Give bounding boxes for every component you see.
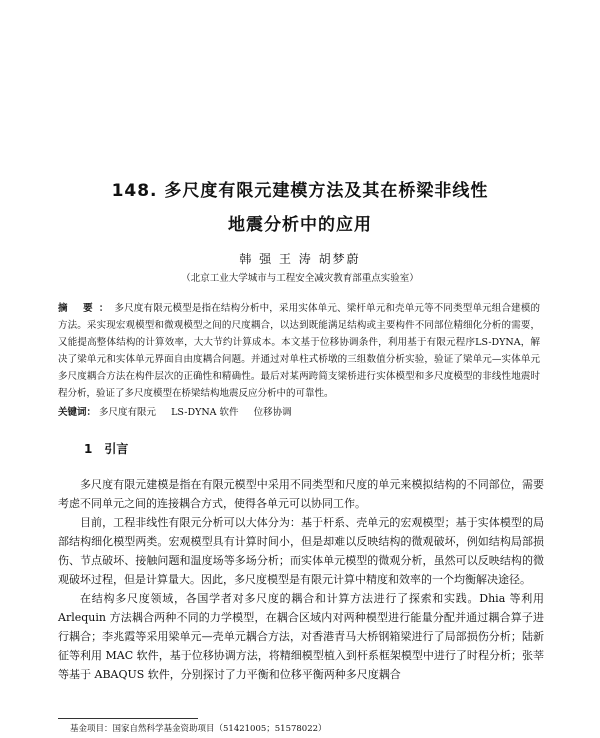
affiliation: （北京工业大学城市与工程安全减灾教育部重点实验室）: [181, 273, 419, 284]
keyword: LS-DYNA 软件: [171, 407, 239, 418]
keywords: [58, 404, 540, 421]
paragraph: 多尺度有限元建模是指在有限元模型中采用不同类型和尺度的单元来模拟结构的不同部位，需要考虑不同单元之间的连接耦合方式，使得各单元可以协同工作。: [58, 478, 544, 510]
paper-title-line-1: 148. 多尺度有限元建模方法及其在桥梁非线性: [111, 181, 489, 201]
funding-footnote: 基金项目：国家自然科学基金资助项目（51421005；51578022）: [70, 724, 327, 734]
paragraph: 在结构多尺度领域，各国学者对多尺度的耦合和计算方法进行了探索和实践。Dhia 等利用 Arlequin 方法耦合两种不同的力学模型，在耦合区域内对两种模型进行能量分配并通过耦合算子进行耦合；李兆霞等采用梁单元—壳单元耦合方法，对香港青马大桥钢箱梁进行了局部损伤分析；陆新征等利用 MAC 软件，基于位移协调方法，将精细模型植入到杆系框架模型中进行了时程分析；张莘等基于 ABAQUS 软件，分别探讨了力平衡和位移平衡两种多尺度耦合: [58, 592, 544, 681]
abstract: [58, 300, 540, 402]
body-text: [58, 475, 544, 684]
keywords-label: 关键词：: [58, 407, 97, 418]
keyword: 位移协调: [253, 407, 292, 418]
abstract-label: 摘 要：: [58, 303, 115, 314]
footnote-divider: [58, 718, 198, 719]
section-heading: [84, 440, 128, 457]
author-list: 韩 强 王 涛 胡梦蔚: [239, 252, 361, 266]
paper-title-line-2: 地震分析中的应用: [228, 215, 372, 235]
paragraph: 目前，工程非线性有限元分析可以大体分为：基于杆系、壳单元的宏观模型；基于实体模型的局部结构细化模型两类。宏观模型具有计算时间小，但是却难以反映结构的微观破坏，例如结构局部损伤、节点破坏、接触问题和温度场等多场分析；而实体单元模型的微观分析，虽然可以反映结构的微观破坏过程，但是计算量大。因此，多尺度模型是有限元计算中精度和效率的一个均衡解决途径。: [58, 516, 544, 586]
section-title: 引言: [104, 442, 129, 456]
abstract-text: 多尺度有限元模型是指在结构分析中，采用实体单元、梁杆单元和壳单元等不同类型单元组合建模的方法。采实现宏观模型和微观模型之间的尺度耦合，以达到既能满足结构或主要构件不同部位精细化分析的需要，又能提高整体结构的计算效率，大大节约计算成本。本文基于位移协调条件，利用基于有限元程序LS-DYNA，解决了梁单元和实体单元界面自由度耦合问题。并通过对单柱式桥墩的三组数值分析实验，验证了梁单元—实体单元多尺度耦合方法在构件层次的正确性和精确性。最后对某两跨简支梁桥进行实体模型和多尺度模型的非线性地震时程分析，验证了多尺度模型在桥梁结构地震反应分析中的可靠性。: [58, 303, 540, 399]
keyword: 多尺度有限元: [99, 407, 157, 418]
section-number: 1: [84, 442, 93, 456]
